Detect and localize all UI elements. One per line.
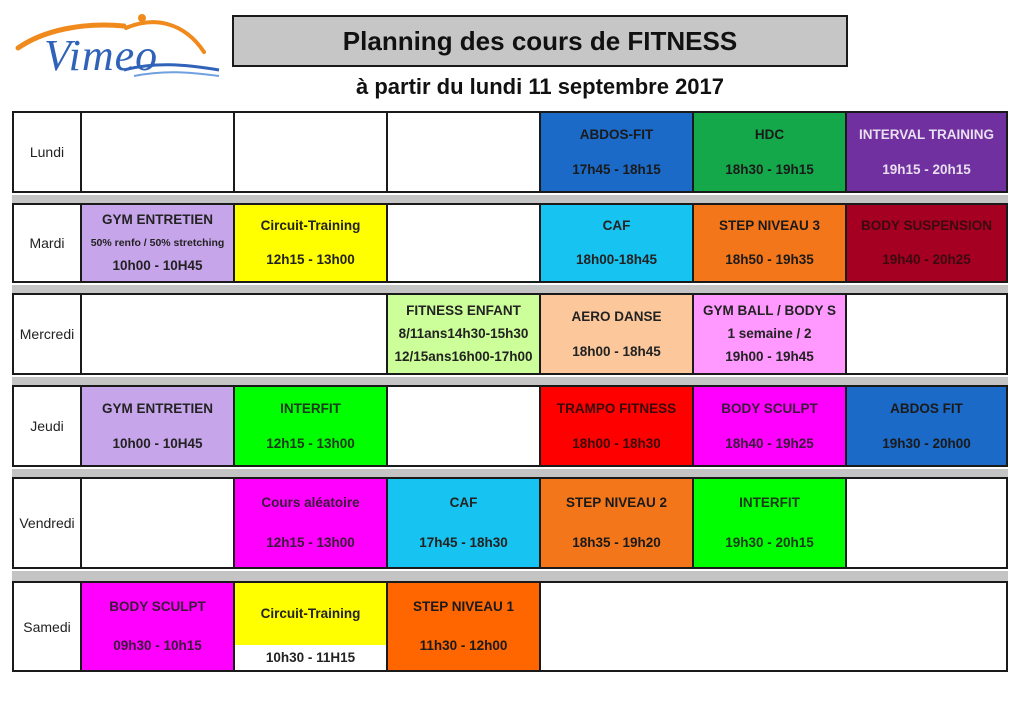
class-note: 50% renfo / 50% stretching bbox=[90, 236, 225, 249]
class-cell bbox=[541, 205, 694, 281]
logo-text: Vimeo bbox=[44, 31, 159, 80]
class-time: 17h45 - 18h30 bbox=[419, 535, 508, 550]
class-cell bbox=[541, 479, 694, 567]
class-cell bbox=[694, 479, 847, 567]
empty-cell bbox=[388, 113, 541, 191]
class-time: 17h45 - 18h15 bbox=[572, 161, 661, 177]
page-title-box bbox=[232, 15, 848, 67]
empty-cell bbox=[388, 387, 541, 465]
class-time: 18h00-18h45 bbox=[575, 252, 658, 267]
class-name: GYM ENTRETIEN bbox=[101, 400, 213, 416]
row-mardi bbox=[12, 203, 1008, 283]
row-vendredi bbox=[12, 477, 1008, 569]
class-cell bbox=[694, 205, 847, 281]
class-time: 19h30 - 20h15 bbox=[725, 535, 814, 550]
day-label: Mercredi bbox=[14, 295, 82, 373]
class-cell bbox=[82, 387, 235, 465]
class-cell bbox=[388, 479, 541, 567]
class-cell bbox=[388, 583, 541, 670]
class-name: INTERVAL TRAINING bbox=[858, 126, 994, 142]
vimeo-logo bbox=[14, 12, 224, 82]
class-name: STEP NIVEAU 3 bbox=[718, 218, 821, 233]
empty-cell bbox=[388, 205, 541, 281]
day-label: Samedi bbox=[14, 583, 82, 670]
row-separator bbox=[12, 571, 1008, 581]
class-name: CAF bbox=[602, 218, 631, 233]
empty-cell bbox=[82, 113, 235, 191]
class-cell bbox=[847, 205, 1006, 281]
class-time: 19h40 - 20h25 bbox=[882, 252, 971, 267]
class-cell bbox=[235, 583, 388, 670]
class-name: BODY SCULPT bbox=[721, 400, 818, 416]
row-samedi bbox=[12, 581, 1008, 672]
class-cell bbox=[388, 295, 541, 373]
class-time: 12/15ans16h00-17h00 bbox=[394, 349, 533, 365]
class-name: STEP NIVEAU 2 bbox=[565, 495, 668, 510]
class-cell bbox=[694, 295, 847, 373]
class-cell bbox=[847, 113, 1006, 191]
class-time: 10h00 - 10H45 bbox=[112, 435, 203, 451]
day-label: Vendredi bbox=[14, 479, 82, 567]
schedule-table bbox=[12, 111, 1008, 672]
class-name: ABDOS FIT bbox=[890, 400, 963, 416]
class-name: AERO DANSE bbox=[571, 308, 662, 324]
class-name: Cours aléatoire bbox=[261, 495, 360, 510]
class-time: 18h00 - 18h45 bbox=[572, 343, 661, 359]
empty-cell bbox=[847, 479, 1006, 567]
class-cell bbox=[541, 113, 694, 191]
class-time: 12h15 - 13h00 bbox=[266, 252, 355, 267]
class-time: 18h35 - 19h20 bbox=[572, 535, 661, 550]
class-time-area bbox=[235, 645, 386, 670]
day-label: Lundi bbox=[14, 113, 82, 191]
class-time: 10h00 - 10H45 bbox=[112, 257, 203, 273]
class-cell bbox=[847, 387, 1006, 465]
class-time: 09h30 - 10h15 bbox=[113, 638, 202, 654]
class-time: 12h15 - 13h00 bbox=[266, 435, 355, 451]
class-name: TRAMPO FITNESS bbox=[556, 400, 677, 416]
class-cell bbox=[82, 583, 235, 670]
class-cell bbox=[694, 387, 847, 465]
class-name: Circuit-Training bbox=[260, 606, 361, 621]
class-cell bbox=[541, 295, 694, 373]
class-cell bbox=[541, 387, 694, 465]
row-mercredi bbox=[12, 293, 1008, 375]
class-time: 12h15 - 13h00 bbox=[266, 535, 355, 550]
class-time: 19h00 - 19h45 bbox=[725, 349, 814, 365]
page-subtitle: à partir du lundi 11 septembre 2017 bbox=[355, 74, 725, 99]
page-title: Planning des cours de FITNESS bbox=[342, 25, 738, 56]
class-name: GYM ENTRETIEN bbox=[101, 212, 213, 228]
class-note: 1 semaine / 2 bbox=[727, 325, 812, 341]
class-name: HDC bbox=[754, 126, 785, 142]
class-cell bbox=[235, 479, 388, 567]
empty-cell bbox=[82, 295, 388, 373]
class-cell bbox=[694, 113, 847, 191]
empty-cell bbox=[235, 113, 388, 191]
row-jeudi bbox=[12, 385, 1008, 467]
class-name: FITNESS ENFANT bbox=[406, 302, 521, 318]
class-name: INTERFIT bbox=[280, 400, 341, 416]
row-lundi bbox=[12, 111, 1008, 193]
class-time: 18h00 - 18h30 bbox=[572, 435, 661, 451]
day-label: Jeudi bbox=[14, 387, 82, 465]
class-name: STEP NIVEAU 1 bbox=[412, 598, 515, 614]
class-name: BODY SCULPT bbox=[109, 598, 206, 614]
class-name: Circuit-Training bbox=[260, 218, 361, 233]
class-time: 10h30 - 11H15 bbox=[265, 649, 356, 665]
class-name: GYM BALL / BODY S bbox=[702, 302, 837, 318]
class-cell bbox=[235, 387, 388, 465]
empty-cell bbox=[82, 479, 235, 567]
class-time: 18h50 - 19h35 bbox=[725, 252, 814, 267]
class-name-area bbox=[235, 583, 386, 645]
class-cell bbox=[82, 205, 235, 281]
empty-cell bbox=[847, 295, 1006, 373]
class-cell bbox=[235, 205, 388, 281]
class-name: CAF bbox=[449, 495, 478, 510]
class-time: 19h15 - 20h15 bbox=[882, 161, 971, 177]
class-time: 8/11ans14h30-15h30 bbox=[398, 325, 529, 341]
class-time: 11h30 - 12h00 bbox=[419, 638, 508, 654]
empty-cell bbox=[541, 583, 1006, 670]
class-time: 18h40 - 19h25 bbox=[725, 435, 814, 451]
class-time: 18h30 - 19h15 bbox=[725, 161, 814, 177]
class-name: ABDOS-FIT bbox=[579, 126, 654, 142]
class-name: BODY SUSPENSION bbox=[860, 218, 993, 233]
class-name: INTERFIT bbox=[739, 495, 800, 510]
class-time: 19h30 - 20h00 bbox=[882, 435, 971, 451]
day-label: Mardi bbox=[14, 205, 82, 281]
